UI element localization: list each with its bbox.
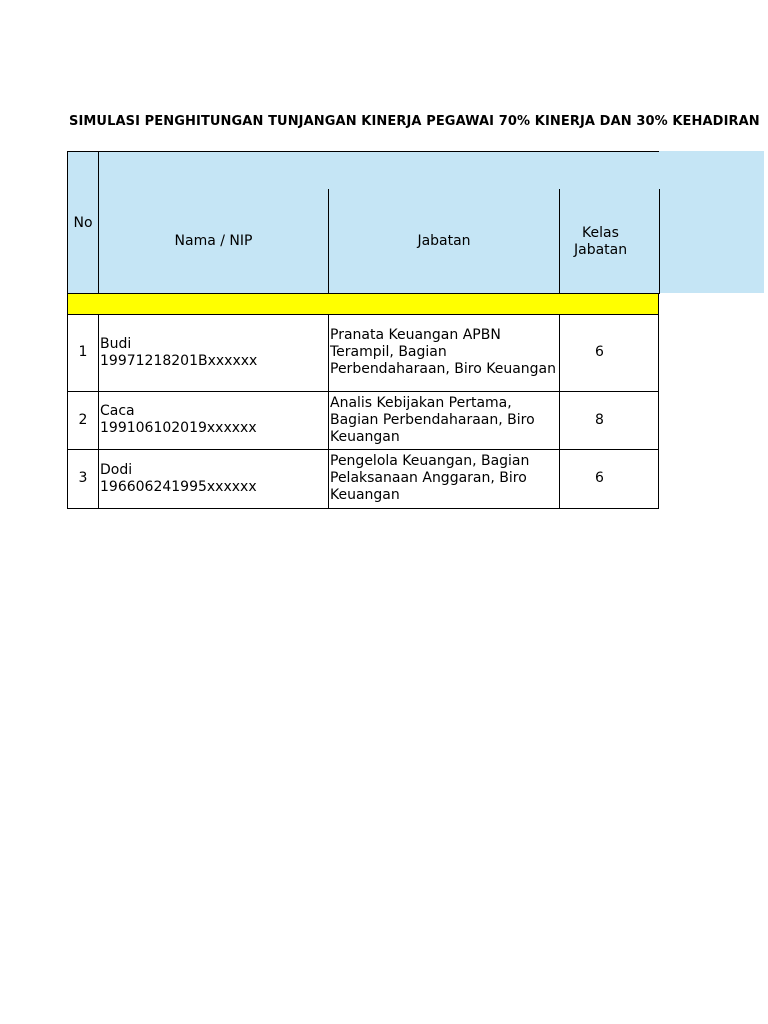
header-kelas-line2: Jabatan (574, 241, 628, 258)
row1-jabatan-line3: Perbendaharaan, Biro Keuangan (330, 361, 557, 377)
header-jabatan (329, 189, 560, 294)
header-group-band (99, 151, 659, 190)
row3-kelas (559, 449, 659, 509)
header-jabatan-label: Jabatan (417, 233, 471, 249)
header-kelas-line1: Kelas (582, 224, 619, 241)
marker-cell-no (67, 293, 99, 315)
row1-kelas-value: 6 (595, 344, 604, 360)
row2-kelas-value: 8 (595, 411, 604, 428)
document-title: SIMULASI PENGHITUNGAN TUNJANGAN KINERJA PEGAWAI 70% KINERJA DAN 30% KEHADIRAN (69, 114, 760, 129)
header-no (67, 151, 99, 294)
row1-jabatan-line2: Terampil, Bagian (330, 344, 447, 360)
row3-nip: 196606241995xxxxxx (100, 478, 257, 495)
header-kelas-jabatan (560, 189, 660, 294)
row3-jabatan-line1: Pengelola Keuangan, Bagian (330, 453, 530, 469)
row1-jabatan (328, 314, 560, 392)
row1-jabatan-line1: Pranata Keuangan APBN (330, 327, 501, 343)
row1-nip: 19971218201Bxxxxxx (100, 352, 258, 369)
row3-no-value: 3 (78, 470, 88, 486)
row3-nama: Dodi (100, 461, 133, 478)
row2-nip: 199106102019xxxxxx (100, 420, 257, 436)
row1-no-value: 1 (78, 344, 88, 360)
row3-jabatan-line3: Keuangan (330, 487, 400, 503)
row2-nama-nip (98, 391, 329, 450)
row2-jabatan-line2: Bagian Perbendaharaan, Biro (330, 411, 535, 428)
row3-jabatan-line2: Pelaksanaan Anggaran, Biro (330, 470, 527, 486)
row2-no-value: 2 (78, 411, 88, 428)
row1-no (67, 314, 99, 392)
row2-kelas (559, 391, 659, 450)
marker-cell-nama (98, 293, 329, 315)
row1-kelas (559, 314, 659, 392)
row3-kelas-value: 6 (595, 470, 604, 486)
row2-jabatan-line3: Keuangan (330, 428, 400, 445)
row3-no (67, 449, 99, 509)
row3-nama-nip (98, 449, 329, 509)
marker-cell-kelas (559, 293, 659, 315)
row2-no (67, 391, 99, 450)
row2-jabatan-line1: Analis Kebijakan Pertama, (330, 394, 512, 411)
header-nama-nip-label: Nama / NIP (174, 233, 253, 249)
row1-nama-nip (98, 314, 329, 392)
header-no-label: No (73, 214, 93, 231)
marker-cell-jabatan (328, 293, 560, 315)
row1-nama: Budi (100, 335, 132, 352)
header-nama-nip (99, 189, 329, 294)
row2-nama: Caca (100, 403, 135, 419)
row3-jabatan (328, 449, 560, 509)
row2-jabatan (328, 391, 560, 450)
